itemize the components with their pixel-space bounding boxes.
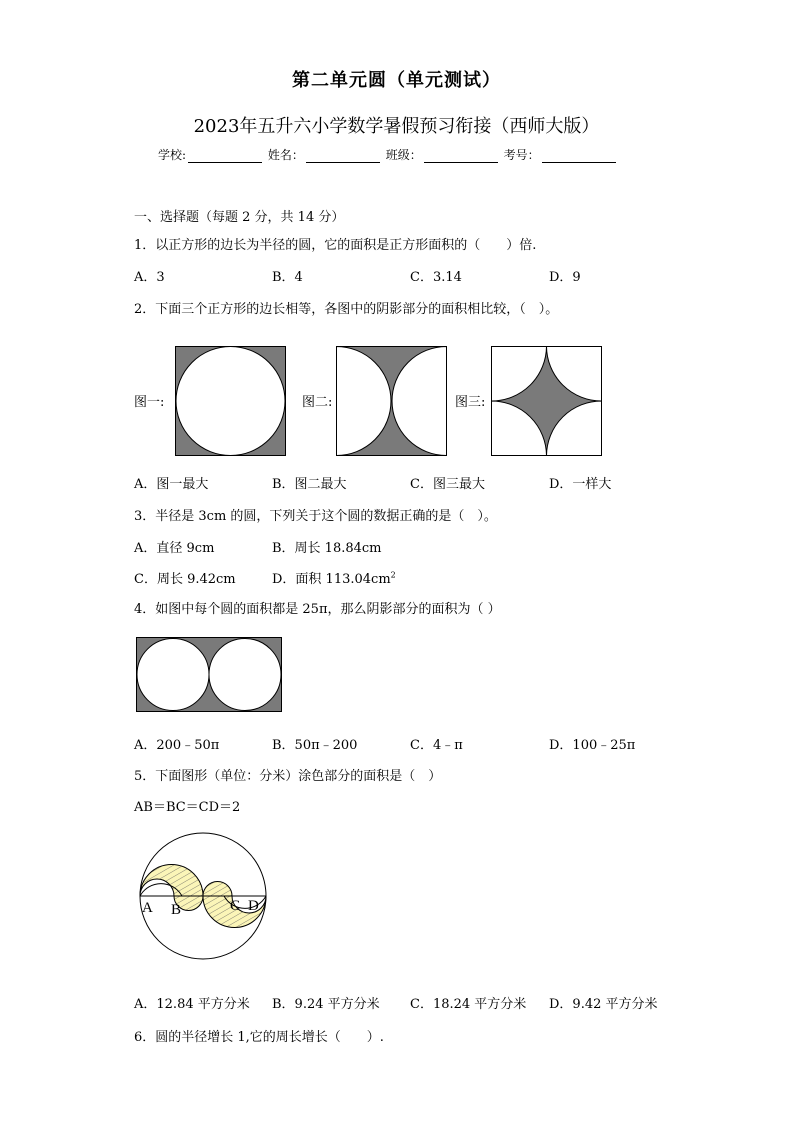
q5-option-d[interactable]: D．9.42 平方分米 [549, 997, 658, 1012]
figure-4-rect-two-circles [136, 637, 282, 712]
q3-option-d-text: D．面积 113.04cm [272, 572, 391, 587]
school-blank[interactable] [188, 150, 262, 163]
q1-option-b[interactable]: B．4 [272, 270, 303, 285]
question-3-stem: 3．半径是 3cm 的圆，下列关于这个圆的数据正确的是（ ）。 [134, 509, 497, 524]
q4-option-c[interactable]: C．4﹣π [410, 738, 463, 753]
q2-option-d[interactable]: D．一样大 [549, 477, 612, 492]
question-6-stem: 6．圆的半径增长 1,它的周长增长（ ）. [134, 1030, 384, 1045]
question-5-given: AB＝BC＝CD＝2 [134, 800, 241, 815]
page-title: 第二单元圆（单元测试） [292, 70, 501, 91]
figure-3-label: 图三: [455, 395, 486, 410]
q3-option-c[interactable]: C．周长 9.42cm [134, 572, 236, 587]
name-blank[interactable] [306, 150, 380, 163]
figure-1-square-circle [175, 346, 286, 456]
number-blank[interactable] [542, 150, 616, 163]
point-c-label: C [230, 898, 241, 914]
q4-option-d[interactable]: D．100﹣25π [549, 738, 636, 753]
number-label: 考号： [503, 148, 540, 162]
q3-option-a[interactable]: A．直径 9cm [134, 541, 215, 556]
question-5-stem: 5．下面图形（单位：分米）涂色部分的面积是（ ） [134, 769, 442, 784]
q5-option-c[interactable]: C．18.24 平方分米 [410, 997, 527, 1012]
q4-option-a[interactable]: A．200﹣50π [134, 738, 220, 753]
student-info-line [158, 146, 618, 163]
class-blank[interactable] [424, 150, 498, 163]
q2-option-a[interactable]: A．图一最大 [134, 477, 209, 492]
q1-option-c[interactable]: C．3.14 [410, 270, 462, 285]
school-label: 学校: [158, 148, 187, 162]
figure-2-square-semicircles [336, 346, 447, 456]
q1-option-d[interactable]: D．9 [549, 270, 581, 285]
point-d-label: D [248, 898, 259, 914]
page-subtitle: 2023年五升六小学数学暑假预习衔接（西师大版） [193, 116, 600, 137]
q3-option-d-superscript: 2 [390, 570, 396, 580]
q2-option-c[interactable]: C．图三最大 [410, 477, 485, 492]
figure-2-label: 图二: [302, 395, 333, 410]
section-heading: 一、选择题（每题 2 分，共 14 分） [134, 210, 345, 225]
figure-3-square-quartercircles [491, 346, 602, 456]
class-label: 班级： [385, 148, 422, 162]
figure-1-label: 图一: [134, 395, 165, 410]
name-label: 姓名： [267, 148, 304, 162]
q1-option-a[interactable]: A．3 [134, 270, 165, 285]
question-2-stem: 2．下面三个正方形的边长相等，各图中的阴影部分的面积相比较，（ ）。 [134, 302, 559, 317]
q2-option-b[interactable]: B．图二最大 [272, 477, 347, 492]
question-4-stem: 4．如图中每个圆的面积都是 25π，那么阴影部分的面积为（ ） [134, 602, 501, 617]
q4-option-b[interactable]: B．50π﹣200 [272, 738, 358, 753]
q3-option-d[interactable] [272, 568, 396, 587]
question-1-stem: 1．以正方形的边长为半径的圆，它的面积是正方形面积的（ ）倍. [134, 238, 537, 253]
q5-option-a[interactable]: A．12.84 平方分米 [134, 997, 250, 1012]
point-b-label: B [171, 902, 182, 918]
point-a-label: A [142, 900, 153, 916]
q3-option-b[interactable]: B．周长 18.84cm [272, 541, 382, 556]
q5-option-b[interactable]: B．9.24 平方分米 [272, 997, 380, 1012]
figure-5-circle-shaded [134, 830, 274, 965]
